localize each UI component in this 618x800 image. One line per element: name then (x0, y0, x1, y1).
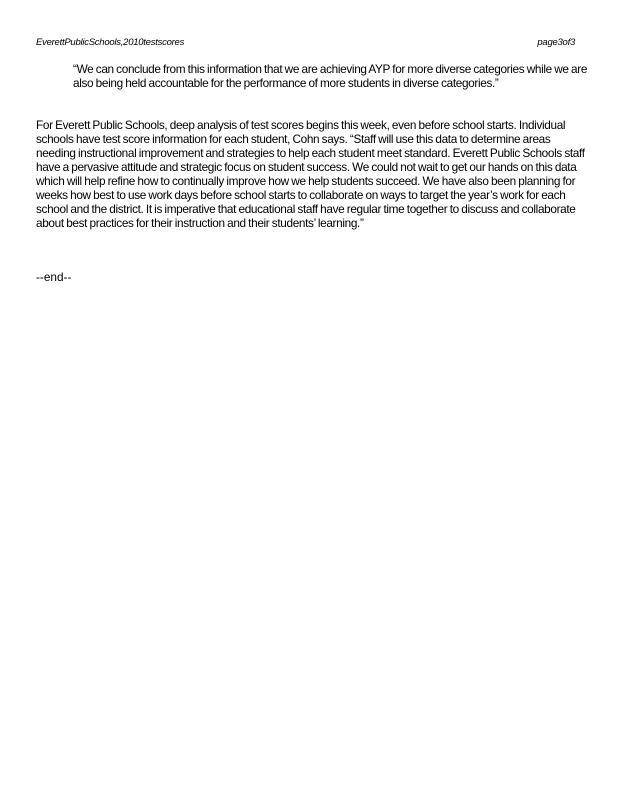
page-header (36, 37, 575, 51)
end-marker: --end-- (36, 270, 72, 284)
block-quote: “We can conclude from this information that we are achieving AYP for more diverse categories while we are also being held accountable for the performance of more students in diverse categories.” (73, 62, 588, 90)
body-paragraph: For Everett Public Schools, deep analysis of test scores begins this week, even before school starts. Individual schools have test score information for each student, Cohn says. “Staff will use this data to determine areas needing instructional improvement and strategies to help each student meet standard. Everett Public Schools staff have a pervasive attitude and strategic focus on student success. We could not wait to get our hands on this data which will help refine how to continually improve how we help students succeed. We have also been planning for weeks how best to use work days before school starts to collaborate on ways to target the year’s work for each school and the district. It is imperative that educational staff have regular time together to discuss and collaborate about best practices for their instruction and their students’ learning.” (36, 118, 585, 230)
header-title: EverettPublicSchools,2010testscores (36, 37, 185, 48)
page-number: page3of3 (537, 37, 575, 48)
